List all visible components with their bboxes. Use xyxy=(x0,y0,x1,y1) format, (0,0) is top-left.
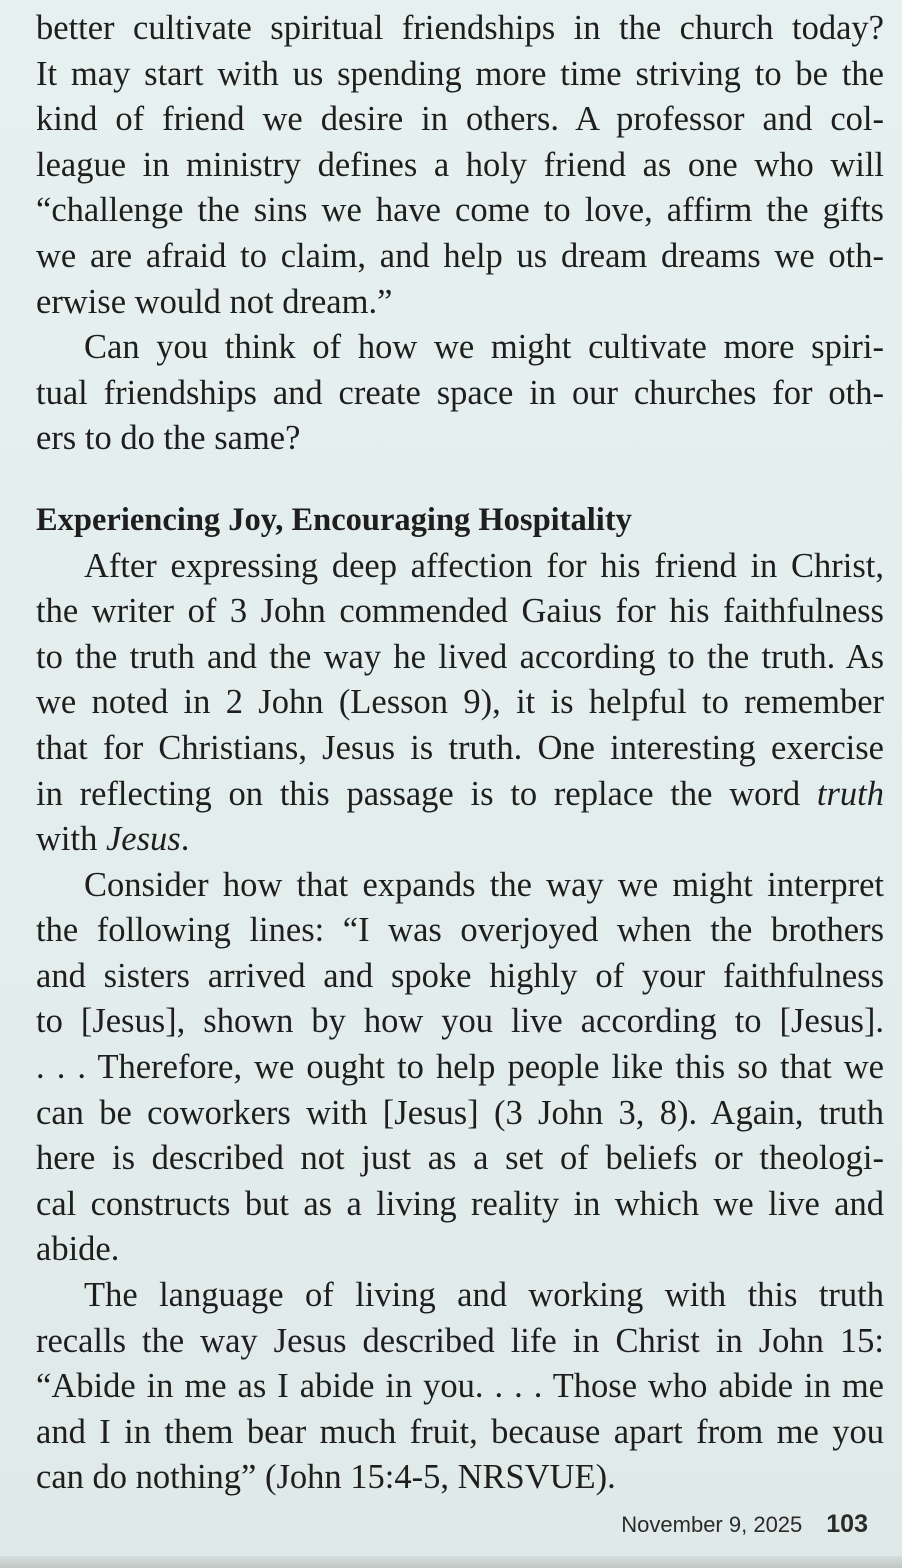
text-line: to [Jesus], shown by how you live according to [Jesus]. xyxy=(36,1002,884,1041)
paragraph xyxy=(36,1273,884,1501)
text-line: and sisters arrived and spoke highly of your faithfulness xyxy=(36,956,884,995)
text-line: the writer of 3 John commended Gaius for his faithfulness xyxy=(36,592,884,631)
text-line: and I in them bear much fruit, because apart from me you xyxy=(36,1412,884,1451)
text-line: The language of living and working with this truth xyxy=(84,1276,884,1315)
text-line: with Jesus. xyxy=(36,820,190,859)
paragraph xyxy=(36,863,884,1273)
page-edge xyxy=(0,1556,902,1568)
page-number: 103 xyxy=(826,1510,868,1538)
text-line: we noted in 2 John (Lesson 9), it is helpful to remember xyxy=(36,683,884,722)
text-line: kind of friend we desire in others. A professor and col- xyxy=(36,100,884,139)
text-line: that for Christians, Jesus is truth. One interesting exercise xyxy=(36,728,884,767)
text-line: cal constructs but as a living reality in which we live and xyxy=(36,1184,884,1223)
text-line: “Abide in me as I abide in you. . . . Those who abide in me xyxy=(36,1367,884,1406)
paragraph xyxy=(36,544,884,863)
paragraph xyxy=(36,325,884,462)
text-line: After expressing deep affection for his friend in Christ, xyxy=(84,546,884,585)
text-line: ers to do the same? xyxy=(36,419,301,458)
page-footer xyxy=(621,1510,868,1539)
text-line: to the truth and the way he lived according to the truth. As xyxy=(36,637,884,676)
body-text xyxy=(36,6,884,1501)
text-line: erwise would not dream.” xyxy=(36,282,393,321)
text-line: league in ministry defines a holy friend as one who will xyxy=(36,145,884,184)
text-line: It may start with us spending more time striving to be the xyxy=(36,54,884,93)
text-line: in reflecting on this passage is to replace the word truth xyxy=(36,774,884,813)
text-line: can be coworkers with [Jesus] (3 John 3, 8). Again, truth xyxy=(36,1093,884,1132)
text-line: Can you think of how we might cultivate more spiri- xyxy=(84,328,884,367)
text-line: can do nothing” (John 15:4-5, NRSVUE). xyxy=(36,1458,616,1497)
text-line: “challenge the sins we have come to love, affirm the gifts xyxy=(36,191,884,230)
issue-date: November 9, 2025 xyxy=(621,1512,803,1537)
text-line: recalls the way Jesus described life in Christ in John 15: xyxy=(36,1321,884,1360)
section-heading: Experiencing Joy, Encouraging Hospitality xyxy=(36,501,632,538)
text-line: abide. xyxy=(36,1230,120,1269)
text-line: here is described not just as a set of beliefs or theologi- xyxy=(36,1139,884,1178)
text-line: . . . Therefore, we ought to help people like this so that we xyxy=(36,1048,884,1087)
text-line: Consider how that expands the way we might interpret xyxy=(84,865,884,904)
paragraph xyxy=(36,6,884,325)
text-line: better cultivate spiritual friendships in the church today? xyxy=(36,9,884,47)
text-line: we are afraid to claim, and help us dream dreams we oth- xyxy=(36,236,884,275)
text-line: the following lines: “I was overjoyed when the brothers xyxy=(36,911,884,950)
text-line: tual friendships and create space in our churches for oth- xyxy=(36,373,884,412)
section-gap xyxy=(36,462,884,498)
